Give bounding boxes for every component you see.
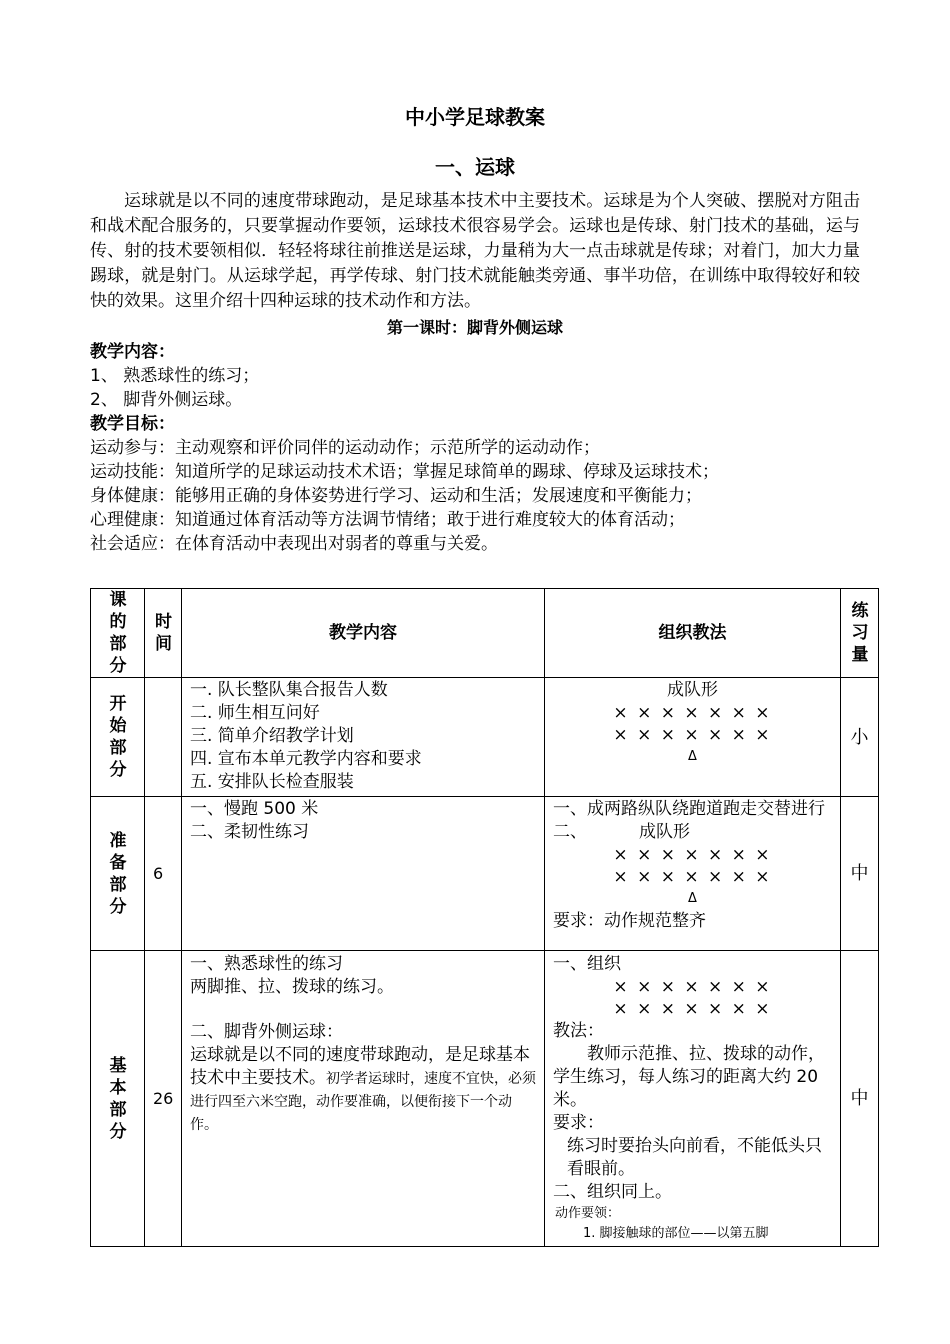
amount-cell: 中 <box>841 797 879 951</box>
content-line: 三. 简单介绍教学计划 <box>190 726 354 746</box>
header-time <box>145 589 182 678</box>
document-page <box>90 100 860 556</box>
part-label: 基本部分 <box>109 1055 127 1142</box>
method-line: 1. 脚接触球的部位——以第五脚 <box>583 1226 769 1241</box>
method-line: 一、组织 <box>553 954 621 974</box>
time-cell: 6 <box>145 797 182 951</box>
method-cell <box>545 678 841 797</box>
method-number: 二、 <box>553 822 587 842</box>
content-text: 运球就是以不同的速度带球跑动，是足球基本技术中主要技术。 <box>190 1045 530 1088</box>
part-label: 准备部分 <box>109 830 127 917</box>
content-item: 1、 熟悉球性的练习； <box>90 366 260 386</box>
lesson-plan-table <box>90 588 879 1247</box>
formation-label: 成队形 <box>639 822 690 842</box>
method-cell <box>545 951 841 1247</box>
goal-item: 身体健康：能够用正确的身体姿势进行学习、运动和生活；发展速度和平衡能力； <box>90 486 702 506</box>
header-part <box>91 589 145 678</box>
goal-item: 社会适应：在体育活动中表现出对弱者的尊重与关爱。 <box>90 534 498 554</box>
method-line: 要求： <box>553 1113 604 1133</box>
content-line: 二、脚背外侧运球： <box>190 1022 343 1042</box>
method-requirement: 要求：动作规范整齐 <box>553 911 706 931</box>
header-time-label: 时间 <box>155 612 172 654</box>
header-content: 教学内容 <box>182 589 545 678</box>
teacher-marker: Δ <box>688 891 697 906</box>
section-title: 一、运球 <box>435 155 515 179</box>
method-line: 教法： <box>553 1021 604 1041</box>
content-cell <box>182 678 545 797</box>
time-cell <box>145 678 182 797</box>
intro-paragraph: 运球就是以不同的速度带球跑动，是足球基本技术中主要技术。运球是为个人突破、摆脱对方阻击和战术配合服务的，只要掌握动作要领，运球技术很容易学会。运球也是传球、射门技术的基础，运与传、射的技术要领相似．轻轻将球往前推送是运球，力量稍为大一点击球就是传球；对着门，加大力量踢球，就是射门。从运球学起，再学传球、射门技术就能触类旁通、事半功倍，在训练中取得较好和较快的效果。这里介绍十四种运球的技术动作和方法。 <box>90 191 860 311</box>
formation-row: × × × × × × × <box>613 703 772 723</box>
part-cell <box>91 678 145 797</box>
method-paragraph: 练习时要抬头向前看，不能低头只看眼前。 <box>567 1136 822 1179</box>
teacher-marker: Δ <box>688 749 697 764</box>
method-line: 动作要领： <box>555 1206 621 1221</box>
goal-item: 心理健康：知道通过体育活动等方法调节情绪；敢于进行难度较大的体育活动； <box>90 510 685 530</box>
content-line: 一、慢跑 500 米 <box>190 799 319 819</box>
table-row <box>91 678 879 797</box>
table-row <box>91 797 879 951</box>
content-line: 五. 安排队长检查服装 <box>190 772 354 792</box>
header-method: 组织教法 <box>545 589 841 678</box>
part-cell <box>91 797 145 951</box>
content-item: 2、 脚背外侧运球。 <box>90 390 243 410</box>
content-line: 两脚推、拉、拨球的练习。 <box>190 977 394 997</box>
method-line: 二、组织同上。 <box>553 1182 672 1202</box>
formation-row: × × × × × × × <box>613 999 772 1019</box>
formation-row: × × × × × × × <box>613 845 772 865</box>
content-note: 初学者运球时，速度不宜快，必须进行四至六米空跑，动作要准确，以便衔接下一个动作。 <box>190 1071 536 1133</box>
part-cell <box>91 951 145 1247</box>
table-header-row <box>91 589 879 678</box>
header-amount-label: 练习量 <box>851 601 869 665</box>
formation-row: × × × × × × × <box>613 725 772 745</box>
content-line: 一. 队长整队集合报告人数 <box>190 680 388 700</box>
method-line: 一、成两路纵队绕跑道跑走交替进行 <box>553 799 825 819</box>
method-line <box>553 821 832 844</box>
method-cell <box>545 797 841 951</box>
content-line: 二. 师生相互问好 <box>190 703 320 723</box>
part-label: 开始部分 <box>109 694 127 780</box>
method-paragraph: 教师示范推、拉、拨球的动作，学生练习，每人练习的距离大约 20 米。 <box>553 1044 825 1110</box>
table-row <box>91 951 879 1247</box>
amount-cell: 中 <box>841 951 879 1247</box>
content-line: 二、柔韧性练习 <box>190 822 309 842</box>
header-part-label: 课的部分 <box>109 590 127 676</box>
content-heading: 教学内容： <box>90 342 175 362</box>
goals-heading: 教学目标： <box>90 414 175 434</box>
content-line: 一、熟悉球性的练习 <box>190 954 343 974</box>
content-cell <box>182 797 545 951</box>
amount-cell: 小 <box>841 678 879 797</box>
formation-row: × × × × × × × <box>613 867 772 887</box>
goal-item: 运动技能：知道所学的足球运动技术术语；掌握足球简单的踢球、停球及运球技术； <box>90 462 719 482</box>
formation-row: × × × × × × × <box>613 977 772 997</box>
time-cell: 26 <box>145 951 182 1247</box>
content-paragraph <box>190 1044 536 1136</box>
goal-item: 运动参与：主动观察和评价同伴的运动动作；示范所学的运动动作； <box>90 438 600 458</box>
header-amount <box>841 589 879 678</box>
formation-label: 成队形 <box>667 680 718 700</box>
document-title: 中小学足球教案 <box>405 105 545 129</box>
lesson-title: 第一课时：脚背外侧运球 <box>386 318 563 337</box>
content-cell <box>182 951 545 1247</box>
content-line: 四. 宣布本单元教学内容和要求 <box>190 749 422 769</box>
